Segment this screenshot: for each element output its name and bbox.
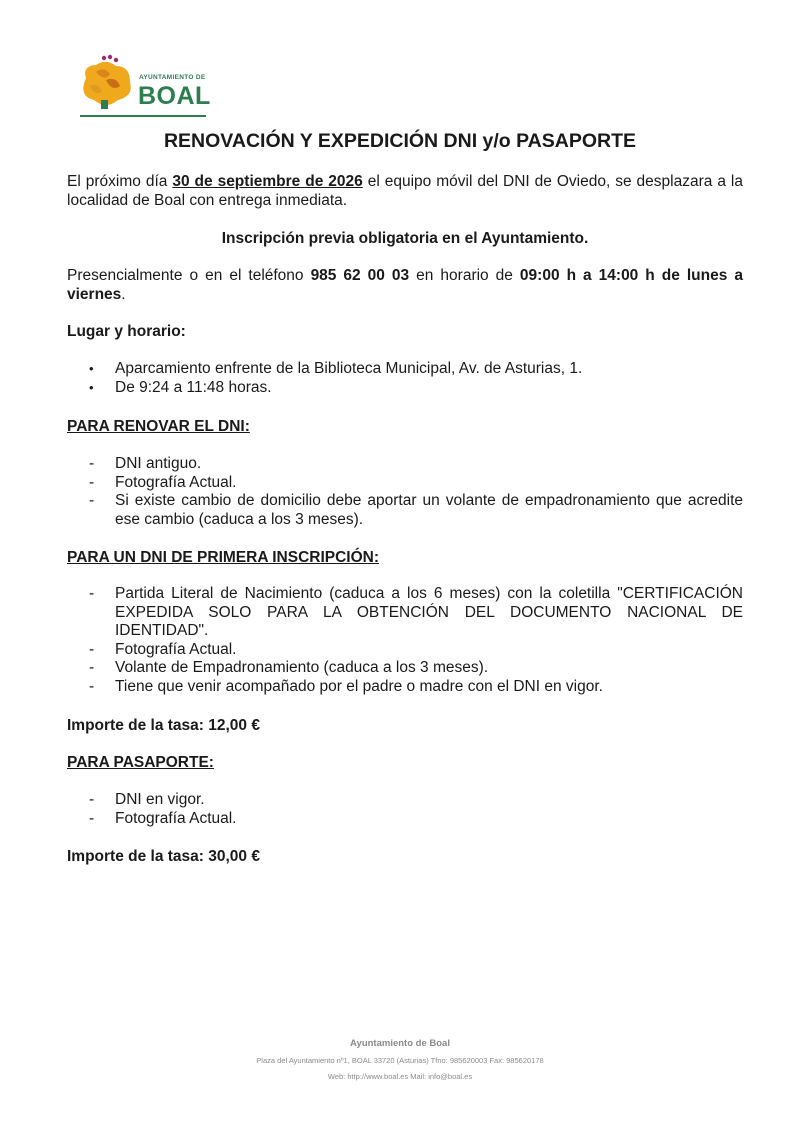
footer-address: Plaza del Ayuntamiento nº1, BOAL 33720 (Asturias) Tfno: 985620003 Fax: 985620178 — [256, 1056, 544, 1065]
list-item: - DNI antiguo. — [89, 455, 202, 472]
dash-icon: - — [89, 640, 95, 658]
list-item: • De 9:24 a 11:48 horas. — [89, 378, 272, 396]
logo-name: BOAL — [138, 82, 211, 110]
place-list — [67, 360, 743, 397]
renew-list — [67, 455, 743, 529]
intro-paragraph — [67, 172, 743, 210]
page-title: RENOVACIÓN Y EXPEDICIÓN DNI y/o PASAPORTE — [163, 130, 637, 152]
dash-icon: - — [89, 455, 95, 472]
contact-text-2: en horario de — [409, 267, 520, 284]
bullet-icon: • — [89, 361, 94, 376]
first-heading: PARA UN DNI DE PRIMERA INSCRIPCIÓN: — [67, 549, 380, 566]
fee-passport: Importe de la tasa: 30,00 € — [67, 848, 260, 865]
place-heading: Lugar y horario: — [67, 323, 186, 340]
bullet-icon: • — [89, 379, 94, 395]
contact-paragraph — [67, 266, 743, 304]
list-item: - Fotografía Actual. — [89, 809, 237, 827]
footer-web-mail: Web: http://www.boal.es Mail: info@boal.es — [327, 1072, 473, 1081]
dash-icon: - — [89, 659, 95, 676]
dash-icon: - — [89, 473, 95, 491]
intro-text-after: el equipo móvil del DNI de Oviedo, se desplazara a la localidad de Boal con entrega inmediata. — [67, 173, 743, 209]
first-list — [67, 585, 743, 696]
contact-text-3: . — [121, 286, 126, 303]
list-item: - Fotografía Actual. — [89, 473, 237, 491]
visit-date: 30 de septiembre de 2026 — [172, 173, 363, 190]
phone-number: 985 62 00 03 — [310, 267, 410, 284]
list-item: - Tiene que venir acompañado por el padre o madre con el DNI en vigor. — [89, 677, 603, 695]
dash-icon: - — [89, 492, 95, 509]
list-item: - Volante de Empadronamiento (caduca a los 3 meses). — [89, 659, 489, 676]
footer-org: Ayuntamiento de Boal — [350, 1038, 450, 1049]
inscription-notice: Inscripción previa obligatoria en el Ayuntamiento. — [221, 230, 589, 247]
dash-icon: - — [89, 809, 95, 827]
office-hours: 09:00 h a 14:00 h de lunes a viernes — [67, 267, 743, 303]
sunflower-icon — [76, 52, 138, 114]
list-item: - Partida Literal de Nacimiento (caduca a los 6 meses) con la coletilla "CERTIFICACIÓN EXPEDIDA SOLO PARA LA OBTENCIÓN DEL DOCUMENTO NACIONAL DE IDENTIDAD". — [89, 585, 743, 639]
boal-logo — [76, 52, 211, 122]
passport-list — [67, 791, 743, 828]
renew-heading: PARA RENOVAR EL DNI: — [67, 418, 250, 435]
passport-heading: PARA PASAPORTE: — [67, 754, 214, 771]
contact-text-1: Presencialmente o en el teléfono — [67, 267, 311, 284]
fee-renewal: Importe de la tasa: 12,00 € — [67, 717, 260, 734]
list-item: - Si existe cambio de domicilio debe aportar un volante de empadronamiento que acredite ese cambio (caduca a los 3 meses). — [89, 492, 743, 528]
dash-icon: - — [89, 791, 95, 808]
dash-icon: - — [89, 585, 95, 602]
list-item: • Aparcamiento enfrente de la Biblioteca Municipal, Av. de Asturias, 1. — [89, 360, 583, 377]
dash-icon: - — [89, 677, 95, 695]
list-item: - Fotografía Actual. — [89, 640, 237, 658]
list-item: - DNI en vigor. — [89, 791, 205, 808]
logo-underline — [80, 115, 206, 117]
intro-text-before: El próximo día — [67, 173, 173, 190]
logo-subtitle: AYUNTAMIENTO DE — [139, 74, 206, 81]
